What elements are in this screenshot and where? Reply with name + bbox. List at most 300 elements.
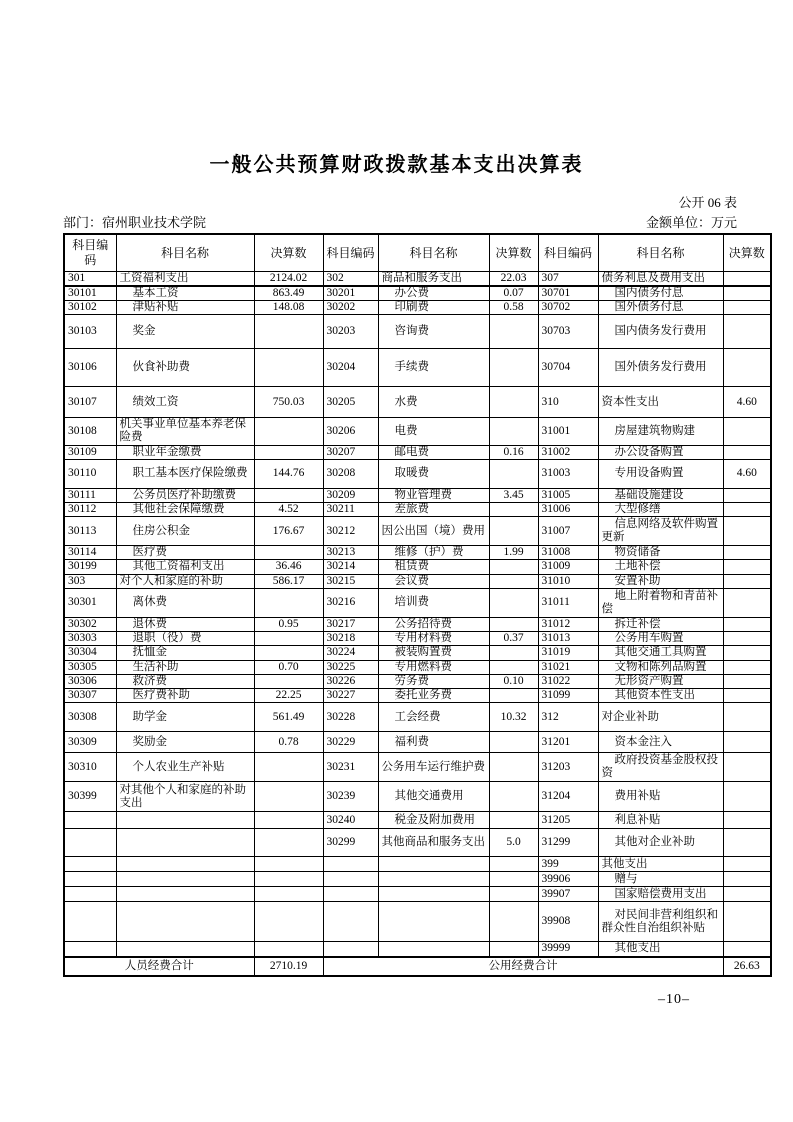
- code-cell: 30307: [64, 689, 116, 703]
- value-cell: [723, 488, 771, 502]
- name-cell: 无形资产购置: [598, 674, 723, 688]
- table-row: [64, 459, 771, 488]
- name-cell: 拆迁补偿: [598, 617, 723, 631]
- code-cell: 30310: [64, 753, 116, 782]
- value-cell: [254, 812, 323, 829]
- name-cell: 地上附着物和青苗补偿: [598, 588, 723, 617]
- code-cell: [64, 872, 116, 887]
- name-cell: [378, 942, 489, 957]
- column-header: 决算数: [723, 234, 771, 271]
- value-cell: [254, 872, 323, 887]
- name-cell: [116, 887, 254, 902]
- value-cell: [723, 703, 771, 732]
- value-cell: [723, 617, 771, 631]
- code-cell: 31008: [538, 546, 598, 560]
- name-cell: 差旅费: [378, 503, 489, 517]
- value-cell: [489, 617, 538, 631]
- value-cell: 2124.02: [254, 271, 323, 286]
- value-cell: [723, 887, 771, 902]
- value-cell: [254, 588, 323, 617]
- name-cell: 手续费: [378, 349, 489, 387]
- name-cell: 其他工资福利支出: [116, 560, 254, 574]
- name-cell: 救济费: [116, 674, 254, 688]
- code-cell: [64, 902, 116, 942]
- code-cell: 307: [538, 271, 598, 286]
- value-cell: [254, 488, 323, 502]
- table-header: [64, 234, 771, 271]
- value-cell: 0.70: [254, 660, 323, 674]
- code-cell: 30112: [64, 503, 116, 517]
- code-cell: 30114: [64, 546, 116, 560]
- name-cell: 专用材料费: [378, 632, 489, 646]
- name-cell: 伙食补助费: [116, 349, 254, 387]
- name-cell: [116, 942, 254, 957]
- name-cell: 工资福利支出: [116, 271, 254, 286]
- personnel-total-cell: 2710.19: [254, 957, 323, 976]
- name-cell: 专用燃料费: [378, 660, 489, 674]
- value-cell: 148.08: [254, 300, 323, 314]
- value-cell: 0.78: [254, 732, 323, 753]
- name-cell: 印刷费: [378, 300, 489, 314]
- personnel-label-cell: 人员经费合计: [64, 957, 254, 976]
- value-cell: [723, 445, 771, 459]
- name-cell: 其他对企业补助: [598, 829, 723, 857]
- code-cell: 312: [538, 703, 598, 732]
- header-row: [64, 234, 771, 271]
- code-cell: 30102: [64, 300, 116, 314]
- value-cell: [723, 812, 771, 829]
- value-cell: [254, 887, 323, 902]
- name-cell: 公务招待费: [378, 617, 489, 631]
- name-cell: 公务用车运行维护费: [378, 753, 489, 782]
- name-cell: 对个人和家庭的补助: [116, 574, 254, 588]
- unit-label: 金额单位：万元: [645, 215, 737, 230]
- name-cell: 费用补贴: [598, 782, 723, 812]
- value-cell: [723, 782, 771, 812]
- form-number-label: 公开 06 表: [678, 195, 737, 210]
- value-cell: [254, 942, 323, 957]
- name-cell: 安置补助: [598, 574, 723, 588]
- code-cell: 30240: [323, 812, 378, 829]
- value-cell: [254, 674, 323, 688]
- name-cell: 住房公积金: [116, 517, 254, 546]
- value-cell: [723, 271, 771, 286]
- table-row: [64, 632, 771, 646]
- value-cell: [254, 632, 323, 646]
- table-footer: [64, 957, 771, 976]
- code-cell: 30309: [64, 732, 116, 753]
- public-total-cell: 26.63: [723, 957, 771, 976]
- name-cell: 个人农业生产补贴: [116, 753, 254, 782]
- value-cell: [489, 387, 538, 418]
- value-cell: [489, 459, 538, 488]
- value-cell: [489, 646, 538, 660]
- name-cell: 委托业务费: [378, 689, 489, 703]
- table-row: [64, 782, 771, 812]
- code-cell: [323, 857, 378, 872]
- name-cell: 房屋建筑物购建: [598, 418, 723, 445]
- name-cell: 对民间非营利组织和群众性自治组织补贴: [598, 902, 723, 942]
- name-cell: 生活补助: [116, 660, 254, 674]
- code-cell: 30228: [323, 703, 378, 732]
- value-cell: [489, 560, 538, 574]
- value-cell: [723, 646, 771, 660]
- code-cell: 30211: [323, 503, 378, 517]
- name-cell: 国内债务付息: [598, 286, 723, 301]
- name-cell: 公务员医疗补助缴费: [116, 488, 254, 502]
- code-cell: 30213: [323, 546, 378, 560]
- table-row: [64, 588, 771, 617]
- code-cell: 30224: [323, 646, 378, 660]
- table-row: [64, 445, 771, 459]
- table-row: [64, 660, 771, 674]
- table-row: [64, 872, 771, 887]
- name-cell: 其他支出: [598, 942, 723, 957]
- code-cell: 30205: [323, 387, 378, 418]
- value-cell: 863.49: [254, 286, 323, 301]
- code-cell: [64, 887, 116, 902]
- code-cell: 30399: [64, 782, 116, 812]
- value-cell: 0.07: [489, 286, 538, 301]
- name-cell: [378, 857, 489, 872]
- value-cell: [489, 872, 538, 887]
- value-cell: [254, 418, 323, 445]
- table-row: [64, 674, 771, 688]
- code-cell: 30218: [323, 632, 378, 646]
- value-cell: 3.45: [489, 488, 538, 502]
- code-cell: 31205: [538, 812, 598, 829]
- table-row: [64, 902, 771, 942]
- name-cell: 其他交通费用: [378, 782, 489, 812]
- code-cell: [323, 887, 378, 902]
- name-cell: 专用设备购置: [598, 459, 723, 488]
- code-cell: [64, 829, 116, 857]
- value-cell: [254, 349, 323, 387]
- value-cell: [489, 574, 538, 588]
- name-cell: 税金及附加费用: [378, 812, 489, 829]
- column-header: 科目名称: [598, 234, 723, 271]
- code-cell: 303: [64, 574, 116, 588]
- table-row: [64, 286, 771, 301]
- code-cell: 30217: [323, 617, 378, 631]
- name-cell: 政府投资基金股权投资: [598, 753, 723, 782]
- value-cell: [723, 660, 771, 674]
- value-cell: 4.60: [723, 459, 771, 488]
- table-row: [64, 488, 771, 502]
- code-cell: 31204: [538, 782, 598, 812]
- code-cell: 31019: [538, 646, 598, 660]
- value-cell: [254, 782, 323, 812]
- page-title: 一般公共预算财政拨款基本支出决算表: [209, 154, 584, 176]
- value-cell: [723, 503, 771, 517]
- page-number: –10–: [658, 992, 690, 1007]
- name-cell: 国内债务发行费用: [598, 315, 723, 349]
- name-cell: 助学金: [116, 703, 254, 732]
- name-cell: 津贴补贴: [116, 300, 254, 314]
- budget-table: [63, 233, 772, 977]
- name-cell: 对企业补助: [598, 703, 723, 732]
- value-cell: [723, 315, 771, 349]
- code-cell: 30111: [64, 488, 116, 502]
- name-cell: 咨询费: [378, 315, 489, 349]
- code-cell: 30216: [323, 588, 378, 617]
- name-cell: 邮电费: [378, 445, 489, 459]
- code-cell: 31203: [538, 753, 598, 782]
- value-cell: [489, 782, 538, 812]
- code-cell: 310: [538, 387, 598, 418]
- value-cell: [489, 588, 538, 617]
- name-cell: 水费: [378, 387, 489, 418]
- name-cell: 办公设备购置: [598, 445, 723, 459]
- totals-row: [64, 957, 771, 976]
- code-cell: 39906: [538, 872, 598, 887]
- value-cell: [723, 418, 771, 445]
- value-cell: [489, 902, 538, 942]
- code-cell: 30207: [323, 445, 378, 459]
- code-cell: 30226: [323, 674, 378, 688]
- name-cell: 机关事业单位基本养老保险费: [116, 418, 254, 445]
- code-cell: 30231: [323, 753, 378, 782]
- value-cell: [489, 503, 538, 517]
- value-cell: [489, 887, 538, 902]
- name-cell: 维修（护）费: [378, 546, 489, 560]
- code-cell: 31011: [538, 588, 598, 617]
- code-cell: 30225: [323, 660, 378, 674]
- table-row: [64, 942, 771, 957]
- table-row: [64, 300, 771, 314]
- code-cell: 30208: [323, 459, 378, 488]
- code-cell: 30110: [64, 459, 116, 488]
- code-cell: 30239: [323, 782, 378, 812]
- code-cell: 31010: [538, 574, 598, 588]
- table-row: [64, 887, 771, 902]
- value-cell: 0.16: [489, 445, 538, 459]
- value-cell: [254, 445, 323, 459]
- table-row: [64, 517, 771, 546]
- value-cell: [723, 902, 771, 942]
- value-cell: 4.60: [723, 387, 771, 418]
- value-cell: [489, 315, 538, 349]
- code-cell: 31022: [538, 674, 598, 688]
- table-row: [64, 812, 771, 829]
- name-cell: 职工基本医疗保险缴费: [116, 459, 254, 488]
- name-cell: 国家赔偿费用支出: [598, 887, 723, 902]
- name-cell: 资本金注入: [598, 732, 723, 753]
- column-header: 科目编码: [538, 234, 598, 271]
- code-cell: 30702: [538, 300, 598, 314]
- code-cell: 31201: [538, 732, 598, 753]
- value-cell: [254, 753, 323, 782]
- public-label-cell: 公用经费合计: [323, 957, 723, 976]
- name-cell: 奖励金: [116, 732, 254, 753]
- table-row: [64, 560, 771, 574]
- name-cell: 职业年金缴费: [116, 445, 254, 459]
- code-cell: 30303: [64, 632, 116, 646]
- code-cell: 30109: [64, 445, 116, 459]
- name-cell: [116, 872, 254, 887]
- code-cell: 30299: [323, 829, 378, 857]
- table-body: [64, 271, 771, 957]
- table-row: [64, 349, 771, 387]
- value-cell: [254, 646, 323, 660]
- name-cell: 其他交通工具购置: [598, 646, 723, 660]
- code-cell: 30203: [323, 315, 378, 349]
- code-cell: 39999: [538, 942, 598, 957]
- code-cell: 39907: [538, 887, 598, 902]
- value-cell: [254, 546, 323, 560]
- code-cell: 31002: [538, 445, 598, 459]
- code-cell: 30202: [323, 300, 378, 314]
- code-cell: 30701: [538, 286, 598, 301]
- name-cell: 对其他个人和家庭的补助支出: [116, 782, 254, 812]
- code-cell: 31299: [538, 829, 598, 857]
- name-cell: 福利费: [378, 732, 489, 753]
- value-cell: 144.76: [254, 459, 323, 488]
- table-row: [64, 646, 771, 660]
- column-header: 决算数: [489, 234, 538, 271]
- value-cell: [489, 857, 538, 872]
- value-cell: 1.99: [489, 546, 538, 560]
- name-cell: 医疗费: [116, 546, 254, 560]
- name-cell: 租赁费: [378, 560, 489, 574]
- name-cell: 会议费: [378, 574, 489, 588]
- name-cell: 物资储备: [598, 546, 723, 560]
- value-cell: [489, 942, 538, 957]
- column-header: 科目编码: [323, 234, 378, 271]
- column-header: 科目名称: [378, 234, 489, 271]
- code-cell: 30227: [323, 689, 378, 703]
- name-cell: [116, 812, 254, 829]
- name-cell: 基础设施建设: [598, 488, 723, 502]
- value-cell: [723, 872, 771, 887]
- name-cell: 商品和服务支出: [378, 271, 489, 286]
- value-cell: 0.37: [489, 632, 538, 646]
- value-cell: [723, 546, 771, 560]
- name-cell: 大型修缮: [598, 503, 723, 517]
- name-cell: 培训费: [378, 588, 489, 617]
- name-cell: 其他社会保障缴费: [116, 503, 254, 517]
- value-cell: [723, 560, 771, 574]
- name-cell: 取暖费: [378, 459, 489, 488]
- code-cell: [64, 942, 116, 957]
- value-cell: 5.0: [489, 829, 538, 857]
- department-label: 部门：宿州职业技术学院: [63, 215, 207, 230]
- value-cell: [723, 689, 771, 703]
- code-cell: 30703: [538, 315, 598, 349]
- value-cell: [723, 732, 771, 753]
- code-cell: 31001: [538, 418, 598, 445]
- name-cell: 绩效工资: [116, 387, 254, 418]
- value-cell: 0.58: [489, 300, 538, 314]
- table-row: [64, 271, 771, 286]
- code-cell: 30308: [64, 703, 116, 732]
- name-cell: 离休费: [116, 588, 254, 617]
- name-cell: [116, 902, 254, 942]
- value-cell: 22.25: [254, 689, 323, 703]
- value-cell: [489, 753, 538, 782]
- code-cell: 30209: [323, 488, 378, 502]
- value-cell: [723, 349, 771, 387]
- value-cell: 36.46: [254, 560, 323, 574]
- value-cell: [254, 315, 323, 349]
- code-cell: [323, 942, 378, 957]
- value-cell: 586.17: [254, 574, 323, 588]
- name-cell: 退职（役）费: [116, 632, 254, 646]
- code-cell: 30214: [323, 560, 378, 574]
- name-cell: 文物和陈列品购置: [598, 660, 723, 674]
- name-cell: 其他支出: [598, 857, 723, 872]
- name-cell: [116, 829, 254, 857]
- table-row: [64, 503, 771, 517]
- code-cell: 30212: [323, 517, 378, 546]
- name-cell: 劳务费: [378, 674, 489, 688]
- name-cell: 抚恤金: [116, 646, 254, 660]
- value-cell: [489, 349, 538, 387]
- name-cell: 工会经费: [378, 703, 489, 732]
- value-cell: [489, 517, 538, 546]
- code-cell: 31009: [538, 560, 598, 574]
- code-cell: 30305: [64, 660, 116, 674]
- name-cell: 基本工资: [116, 286, 254, 301]
- value-cell: [723, 674, 771, 688]
- code-cell: 31021: [538, 660, 598, 674]
- name-cell: 债务利息及费用支出: [598, 271, 723, 286]
- code-cell: 30103: [64, 315, 116, 349]
- column-header: 科目名称: [116, 234, 254, 271]
- code-cell: 301: [64, 271, 116, 286]
- code-cell: 30108: [64, 418, 116, 445]
- code-cell: 30302: [64, 617, 116, 631]
- table-row: [64, 703, 771, 732]
- value-cell: 750.03: [254, 387, 323, 418]
- table-row: [64, 315, 771, 349]
- column-header: 科目编码: [64, 234, 116, 271]
- value-cell: [723, 829, 771, 857]
- name-cell: 土地补偿: [598, 560, 723, 574]
- name-cell: 国外债务付息: [598, 300, 723, 314]
- value-cell: [723, 574, 771, 588]
- value-cell: 4.52: [254, 503, 323, 517]
- name-cell: 物业管理费: [378, 488, 489, 502]
- value-cell: [723, 942, 771, 957]
- value-cell: [489, 732, 538, 753]
- value-cell: [723, 753, 771, 782]
- name-cell: 其他资本性支出: [598, 689, 723, 703]
- name-cell: [378, 887, 489, 902]
- name-cell: 被装购置费: [378, 646, 489, 660]
- code-cell: 30206: [323, 418, 378, 445]
- code-cell: 30229: [323, 732, 378, 753]
- table-row: [64, 829, 771, 857]
- code-cell: [323, 902, 378, 942]
- table-row: [64, 546, 771, 560]
- value-cell: [723, 632, 771, 646]
- code-cell: 30101: [64, 286, 116, 301]
- value-cell: [489, 660, 538, 674]
- table-row: [64, 753, 771, 782]
- value-cell: [489, 418, 538, 445]
- name-cell: 医疗费补助: [116, 689, 254, 703]
- code-cell: 30107: [64, 387, 116, 418]
- value-cell: 0.10: [489, 674, 538, 688]
- table-row: [64, 418, 771, 445]
- value-cell: [254, 857, 323, 872]
- value-cell: [723, 300, 771, 314]
- code-cell: 30306: [64, 674, 116, 688]
- code-cell: 31007: [538, 517, 598, 546]
- code-cell: 30204: [323, 349, 378, 387]
- name-cell: 电费: [378, 418, 489, 445]
